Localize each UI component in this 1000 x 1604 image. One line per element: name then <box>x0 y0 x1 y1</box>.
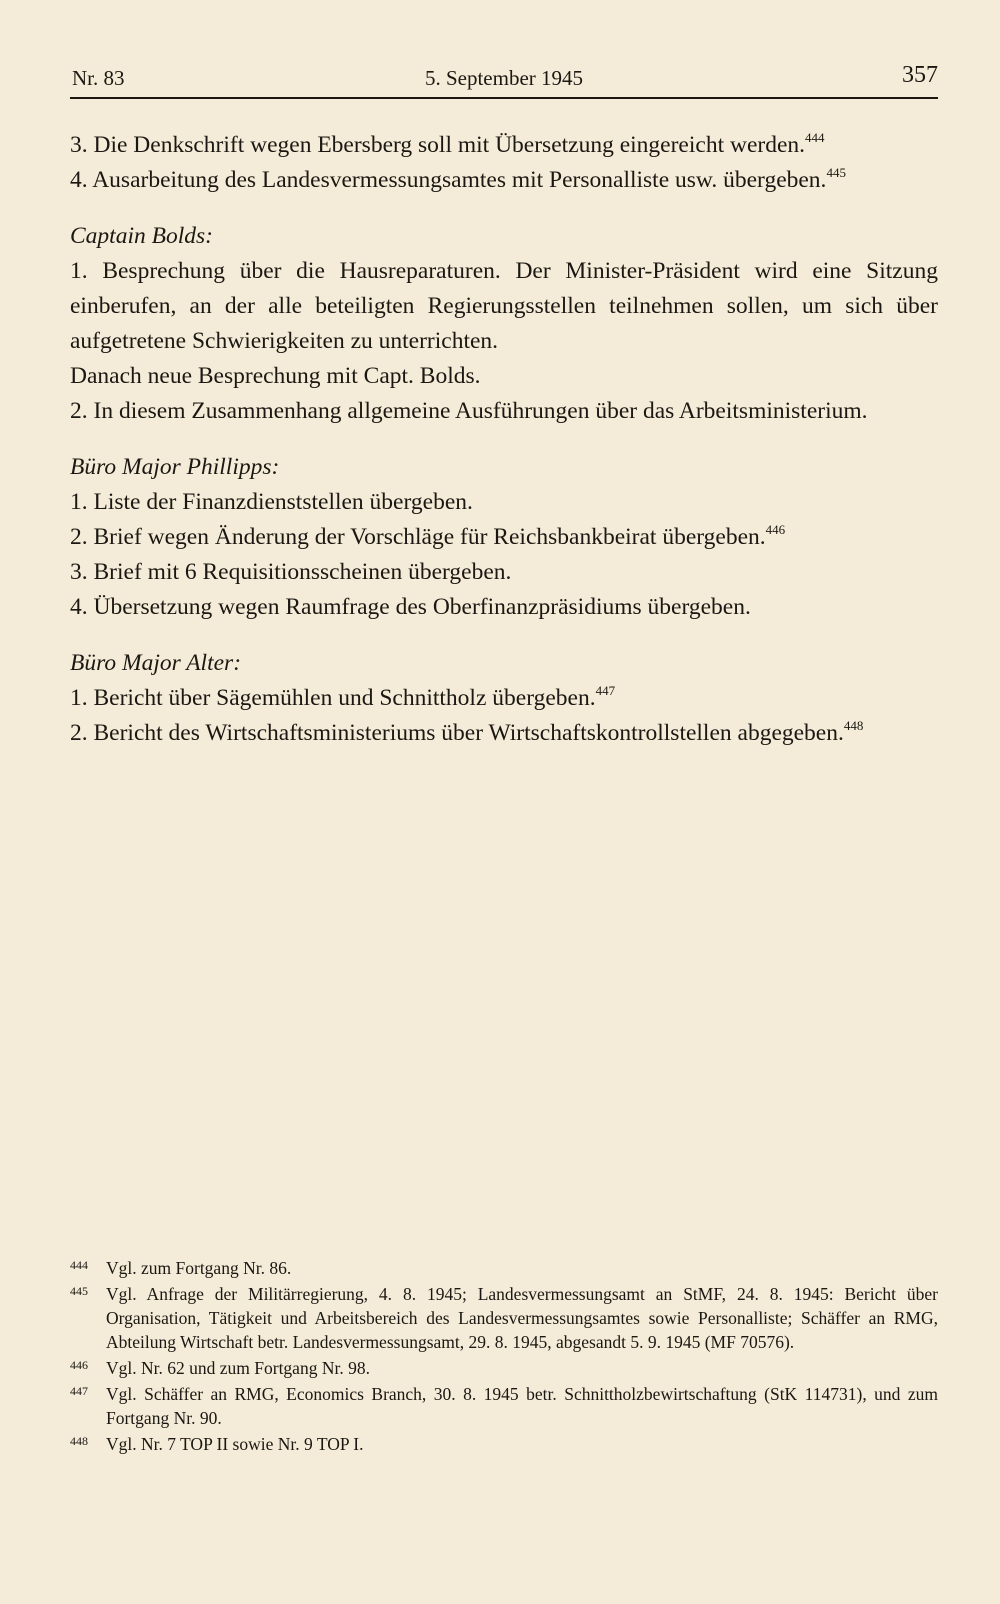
phillipps-item-2 <box>70 520 938 555</box>
footnote-text: Vgl. Anfrage der Militärregierung, 4. 8. 1945; Landesvermessungsamt an StMF, 24. 8. 1945: Bericht über Organisation, Tätigkeit und Arbeitsbereich des Landesvermessungsamtes sowie Personalliste; Schäffer an RMG, Abteilung Wirtschaft betr. Landesvermessungsamt, 29. 8. 1945, abgesandt 5. 9. 1945 (MF 70576). <box>106 1284 938 1352</box>
document-number: Nr. 83 <box>72 66 125 90</box>
footnote-text: Vgl. Schäffer an RMG, Economics Branch, 30. 8. 1945 betr. Schnittholzbewirtschaftung (StK 114731), und zum Fortgang Nr. 90. <box>106 1384 938 1428</box>
bolds-item-1-followup: Danach neue Besprechung mit Capt. Bolds. <box>70 363 481 389</box>
footnote-ref-447[interactable]: 447 <box>595 683 616 698</box>
bolds-item-1: 1. Besprechung über die Hausreparaturen. Der Minister-Präsident wird eine Sitzung einberufen, an der alle beteiligten Regierungsstellen teilnehmen sollen, um sich über aufgetretene Schwierigkeiten zu unterrichten. <box>70 258 938 354</box>
item-4 <box>70 163 938 198</box>
document-date: 5. September 1945 <box>424 66 584 90</box>
item-3-text: 3. Die Denkschrift wegen Ebersberg soll mit Übersetzung eingereicht werden. <box>70 132 806 158</box>
footnote <box>70 1256 938 1280</box>
section-heading-captain-bolds: Captain Bolds: <box>70 223 213 249</box>
section-heading-alter: Büro Major Alter: <box>70 650 242 676</box>
phillipps-item-3: 3. Brief mit 6 Requisitionsscheinen übergeben. <box>70 559 512 585</box>
footnote-text: Vgl. Nr. 62 und zum Fortgang Nr. 98. <box>106 1358 370 1378</box>
phillipps-item-4: 4. Übersetzung wegen Raumfrage des Oberfinanzpräsidiums übergeben. <box>70 594 751 620</box>
footnote-number: 447 <box>70 1384 88 1398</box>
footnote-ref-446[interactable]: 446 <box>765 522 786 537</box>
footnote <box>70 1382 938 1430</box>
page-body <box>70 128 938 751</box>
footnote-text: Vgl. zum Fortgang Nr. 86. <box>106 1258 292 1278</box>
footnote-ref-445[interactable]: 445 <box>826 165 846 180</box>
item-4-text: 4. Ausarbeitung des Landesvermessungsamtes mit Personalliste usw. übergeben. <box>70 167 827 193</box>
footnote-text: Vgl. Nr. 7 TOP II sowie Nr. 9 TOP I. <box>106 1434 364 1454</box>
page-number: 357 <box>902 62 938 88</box>
phillipps-item-1: 1. Liste der Finanzdienststellen übergeben. <box>70 489 473 515</box>
footnote <box>70 1282 938 1354</box>
alter-item-2 <box>70 716 938 751</box>
alter-item-1 <box>70 681 938 716</box>
footnote-ref-448[interactable]: 448 <box>843 718 864 733</box>
footnote-number: 446 <box>70 1358 88 1372</box>
footnote <box>70 1356 938 1380</box>
footnote-number: 445 <box>70 1284 88 1298</box>
phillipps-item-2-text: 2. Brief wegen Änderung der Vorschläge für Reichsbankbeirat übergeben. <box>70 524 766 550</box>
footnote-number: 444 <box>70 1258 88 1272</box>
footnotes <box>70 1256 938 1458</box>
footnote-ref-444[interactable]: 444 <box>805 130 825 145</box>
footnote <box>70 1432 938 1456</box>
footnote-number: 448 <box>70 1434 88 1448</box>
bolds-item-2: 2. In diesem Zusammenhang allgemeine Ausführungen über das Arbeitsministerium. <box>70 398 868 424</box>
section-heading-phillipps: Büro Major Phillipps: <box>70 454 280 480</box>
alter-item-2-text: 2. Bericht des Wirtschaftsministeriums über Wirtschaftskontrollstellen abgegeben. <box>70 720 844 746</box>
page-header <box>70 62 938 96</box>
item-3 <box>70 128 938 163</box>
header-rule <box>70 97 938 99</box>
alter-item-1-text: 1. Bericht über Sägemühlen und Schnittholz übergeben. <box>70 685 596 711</box>
